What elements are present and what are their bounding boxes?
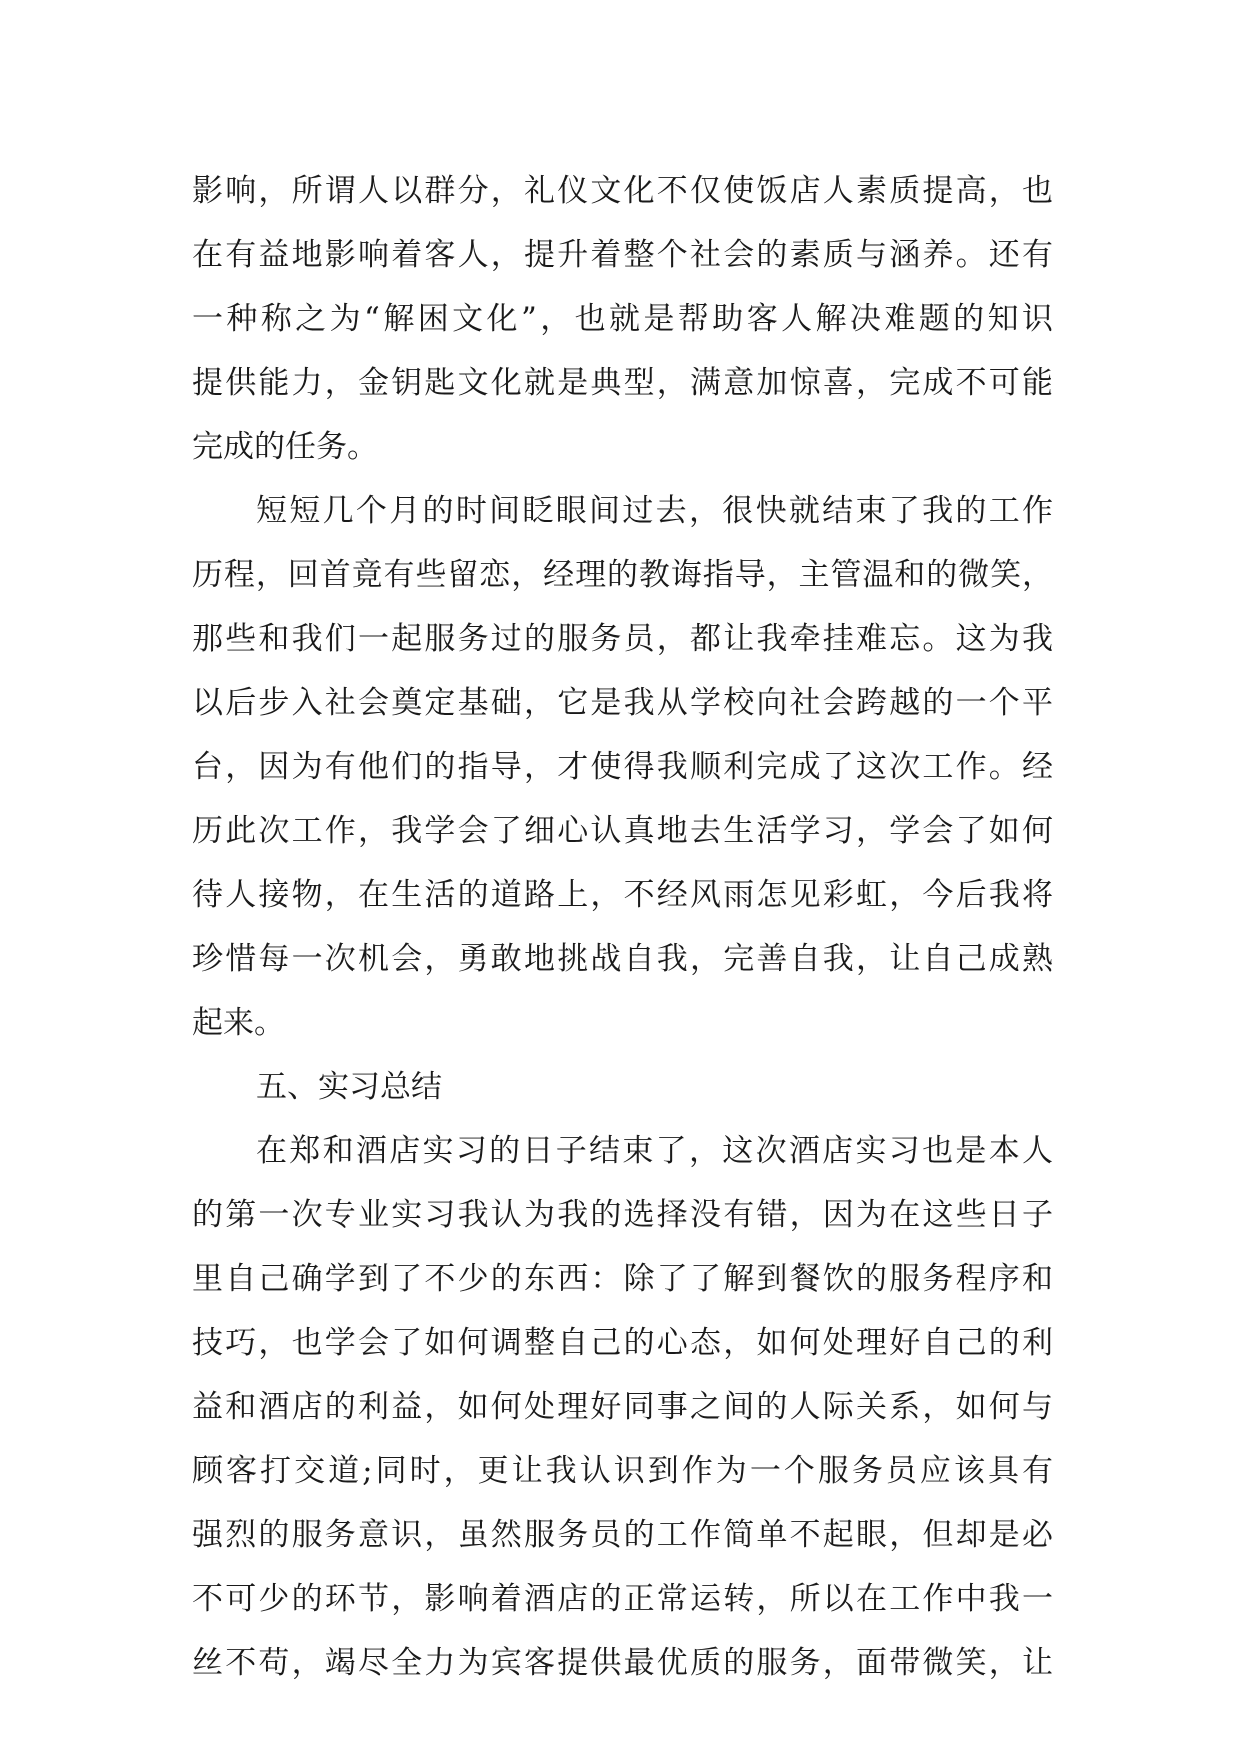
text-line: 技巧，也学会了如何调整自己的心态，如何处理好自己的利 <box>192 1325 1053 1361</box>
section-heading: 五、实习总结 <box>256 1069 442 1105</box>
text-line: 那些和我们一起服务过的服务员，都让我牵挂难忘。这为我 <box>192 621 1053 657</box>
text-line: 顾客打交道;同时，更让我认识到作为一个服务员应该具有 <box>192 1453 1053 1489</box>
text-line: 珍惜每一次机会，勇敢地挑战自我，完善自我，让自己成熟 <box>192 941 1053 977</box>
text-line: 在有益地影响着客人，提升着整个社会的素质与涵养。还有 <box>192 237 1053 273</box>
paragraph-etiquette-culture <box>192 159 1053 479</box>
text-line: 强烈的服务意识，虽然服务员的工作简单不起眼，但却是必 <box>192 1517 1053 1553</box>
text-line: 在郑和酒店实习的日子结束了，这次酒店实习也是本人 <box>256 1133 1053 1169</box>
text-line: 的第一次专业实习我认为我的选择没有错，因为在这些日子 <box>192 1197 1053 1233</box>
text-line: 短短几个月的时间眨眼间过去，很快就结束了我的工作 <box>256 493 1053 529</box>
text-line: 台，因为有他们的指导，才使得我顺利完成了这次工作。经 <box>192 749 1053 785</box>
text-line: 不可少的环节，影响着酒店的正常运转，所以在工作中我一 <box>192 1581 1053 1617</box>
text-line: 提供能力，金钥匙文化就是典型，满意加惊喜，完成不可能 <box>192 365 1053 401</box>
text-line: 影响，所谓人以群分，礼仪文化不仅使饭店人素质提高，也 <box>192 173 1053 209</box>
text-line: 起来。 <box>192 1005 285 1041</box>
text-line: 完成的任务。 <box>192 429 378 465</box>
paragraph-work-reflection <box>192 479 1053 1055</box>
text-line: 里自己确学到了不少的东西：除了了解到餐饮的服务程序和 <box>192 1261 1053 1297</box>
text-line: 益和酒店的利益，如何处理好同事之间的人际关系，如何与 <box>192 1389 1053 1425</box>
paragraph-internship-summary <box>192 1119 1053 1695</box>
text-line: 以后步入社会奠定基础，它是我从学校向社会跨越的一个平 <box>192 685 1053 721</box>
text-line: 一种称之为“解困文化”，也就是帮助客人解决难题的知识 <box>192 301 1053 337</box>
document-body <box>192 159 1053 1695</box>
text-line: 历程，回首竟有些留恋，经理的教诲指导，主管温和的微笑， <box>192 557 1053 593</box>
text-line: 待人接物，在生活的道路上，不经风雨怎见彩虹，今后我将 <box>192 877 1053 913</box>
text-line: 历此次工作，我学会了细心认真地去生活学习，学会了如何 <box>192 813 1053 849</box>
text-line: 丝不苟，竭尽全力为宾客提供最优质的服务，面带微笑，让 <box>192 1645 1053 1681</box>
